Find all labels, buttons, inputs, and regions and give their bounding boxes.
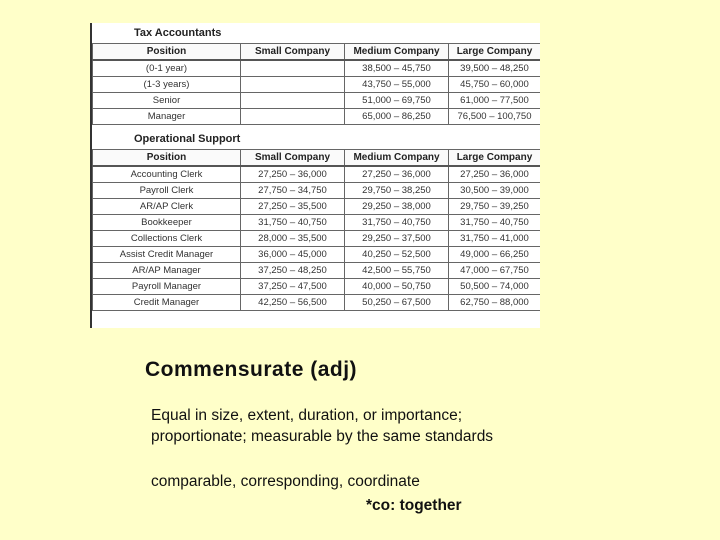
table-row	[93, 295, 541, 311]
cell-medium-company: 40,250 – 52,500	[345, 247, 449, 263]
vocab-definition	[151, 405, 493, 447]
table-row	[93, 199, 541, 215]
cell-position: AR/AP Clerk	[93, 199, 241, 215]
cell-medium-company: 29,250 – 38,000	[345, 199, 449, 215]
cell-large-company: 29,750 – 39,250	[449, 199, 541, 215]
definition-line-2: proportionate; measurable by the same standards	[151, 428, 494, 445]
table-row	[93, 247, 541, 263]
cell-position: Collections Clerk	[93, 231, 241, 247]
vocab-word-title: Commensurate (adj)	[145, 358, 358, 381]
operational-support-table	[92, 149, 540, 311]
cell-position: (1-3 years)	[93, 77, 241, 93]
cell-small-company: 42,250 – 56,500	[241, 295, 345, 311]
vocab-synonyms: comparable, corresponding, coordinate	[151, 473, 420, 490]
cell-large-company: 27,250 – 36,000	[449, 166, 541, 183]
cell-position: Senior	[93, 93, 241, 109]
definition-line-1: Equal in size, extent, duration, or importance;	[151, 407, 463, 424]
cell-large-company: 62,750 – 88,000	[449, 295, 541, 311]
cell-small-company: 27,750 – 34,750	[241, 183, 345, 199]
cell-position: Payroll Manager	[93, 279, 241, 295]
cell-medium-company: 40,000 – 50,750	[345, 279, 449, 295]
cell-large-company: 76,500 – 100,750	[449, 109, 541, 125]
cell-medium-company: 50,250 – 67,500	[345, 295, 449, 311]
cell-medium-company: 29,750 – 38,250	[345, 183, 449, 199]
cell-position: Bookkeeper	[93, 215, 241, 231]
cell-large-company: 50,500 – 74,000	[449, 279, 541, 295]
cell-small-company: 37,250 – 48,250	[241, 263, 345, 279]
header-medium-company: Medium Company	[345, 150, 449, 167]
cell-large-company: 39,500 – 48,250	[449, 60, 541, 77]
cell-large-company: 49,000 – 66,250	[449, 247, 541, 263]
table-row	[93, 215, 541, 231]
cell-large-company: 45,750 – 60,000	[449, 77, 541, 93]
cell-medium-company: 43,750 – 55,000	[345, 77, 449, 93]
table-header-row	[93, 44, 541, 61]
tax-accountants-table	[92, 43, 540, 125]
header-small-company: Small Company	[241, 150, 345, 167]
table-row	[93, 77, 541, 93]
cell-position: Assist Credit Manager	[93, 247, 241, 263]
vocab-etymology: *co: together	[366, 497, 462, 514]
cell-medium-company: 27,250 – 36,000	[345, 166, 449, 183]
cell-small-company: 37,250 – 47,500	[241, 279, 345, 295]
table-row	[93, 183, 541, 199]
cell-position: (0-1 year)	[93, 60, 241, 77]
cell-large-company: 31,750 – 40,750	[449, 215, 541, 231]
cell-large-company: 31,750 – 41,000	[449, 231, 541, 247]
table-row	[93, 166, 541, 183]
cell-medium-company: 42,500 – 55,750	[345, 263, 449, 279]
cell-small-company: 36,000 – 45,000	[241, 247, 345, 263]
table-row	[93, 93, 541, 109]
cell-medium-company: 31,750 – 40,750	[345, 215, 449, 231]
cell-small-company	[241, 77, 345, 93]
cell-position: AR/AP Manager	[93, 263, 241, 279]
header-position: Position	[93, 150, 241, 167]
table-header-row	[93, 150, 541, 167]
header-position: Position	[93, 44, 241, 61]
cell-medium-company: 38,500 – 45,750	[345, 60, 449, 77]
cell-small-company	[241, 109, 345, 125]
cell-small-company	[241, 93, 345, 109]
header-small-company: Small Company	[241, 44, 345, 61]
header-large-company: Large Company	[449, 150, 541, 167]
cell-small-company: 27,250 – 35,500	[241, 199, 345, 215]
tax-section-title: Tax Accountants	[134, 27, 222, 39]
header-large-company: Large Company	[449, 44, 541, 61]
table-row	[93, 231, 541, 247]
table-row	[93, 109, 541, 125]
cell-small-company: 27,250 – 36,000	[241, 166, 345, 183]
table-row	[93, 263, 541, 279]
header-medium-company: Medium Company	[345, 44, 449, 61]
table-row	[93, 279, 541, 295]
cell-small-company	[241, 60, 345, 77]
cell-position: Payroll Clerk	[93, 183, 241, 199]
cell-medium-company: 29,250 – 37,500	[345, 231, 449, 247]
cell-position: Credit Manager	[93, 295, 241, 311]
table-row	[93, 60, 541, 77]
cell-large-company: 30,500 – 39,000	[449, 183, 541, 199]
cell-small-company: 31,750 – 40,750	[241, 215, 345, 231]
cell-position: Accounting Clerk	[93, 166, 241, 183]
cell-large-company: 61,000 – 77,500	[449, 93, 541, 109]
salary-table-image	[90, 23, 540, 328]
cell-large-company: 47,000 – 67,750	[449, 263, 541, 279]
cell-position: Manager	[93, 109, 241, 125]
ops-section-title: Operational Support	[134, 133, 241, 145]
cell-medium-company: 51,000 – 69,750	[345, 93, 449, 109]
cell-small-company: 28,000 – 35,500	[241, 231, 345, 247]
cell-medium-company: 65,000 – 86,250	[345, 109, 449, 125]
